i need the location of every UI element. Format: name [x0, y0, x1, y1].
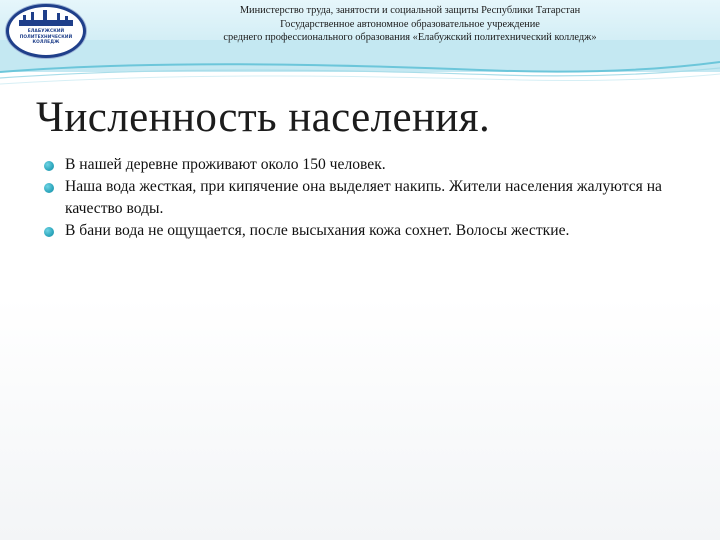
bullet-text: Наша вода жесткая, при кипячение она выделяет накипь. Жители населения жалуются на качество воды. [65, 178, 662, 217]
org-line-college: среднего профессионального образования «Елабужский политехнический колледж» [223, 32, 597, 44]
org-line-institution: Государственное автономное образовательное учреждение [280, 18, 540, 30]
org-line-ministry: Министерство труда, занятости и социальной защиты Республики Татарстан [239, 5, 581, 16]
bullet-item [44, 154, 684, 176]
bullet-dot-icon [44, 183, 54, 193]
bullet-item [44, 176, 684, 220]
bullet-list [44, 154, 684, 242]
organization-header [100, 4, 720, 45]
bullet-item [44, 220, 684, 242]
bullet-dot-icon [44, 161, 54, 171]
bullet-text: В бани вода не ощущается, после высыхания кожа сохнет. Волосы жесткие. [65, 222, 570, 239]
bullet-text: В нашей деревне проживают около 150 человек. [65, 156, 386, 173]
bullet-dot-icon [44, 227, 54, 237]
slide-title: Численность населения. [36, 94, 491, 141]
logo-text: ЕЛАБУЖСКИЙ ПОЛИТЕХНИЧЕСКИЙ КОЛЛЕДЖ [19, 29, 73, 46]
college-logo [6, 4, 86, 58]
